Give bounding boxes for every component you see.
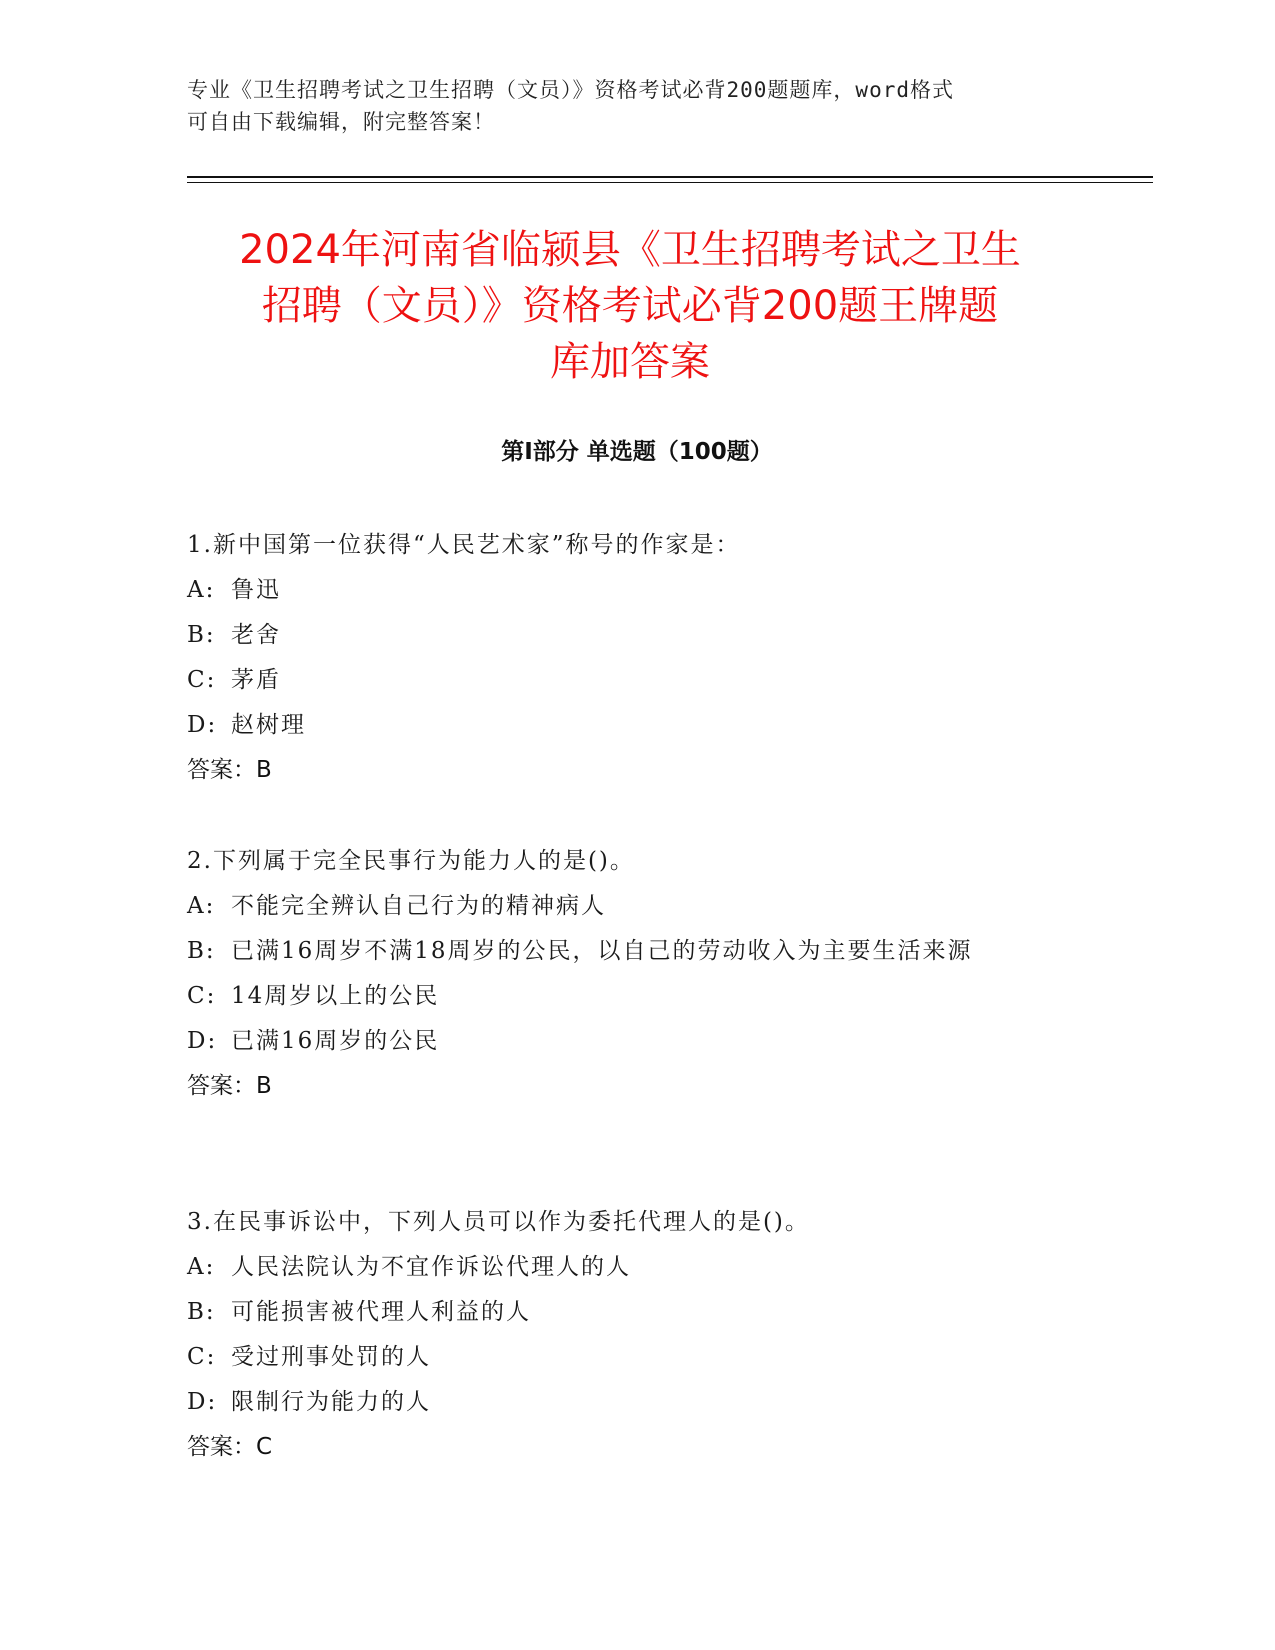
option-text: 茅盾 xyxy=(231,667,281,693)
option-text: 限制行为能力的人 xyxy=(231,1389,431,1415)
option-d xyxy=(187,703,1067,748)
option-text: 受过刑事处罚的人 xyxy=(231,1344,431,1370)
document-title xyxy=(180,222,1080,390)
header-note-line-2: 可自由下载编辑，附完整答案！ xyxy=(187,110,495,134)
option-c xyxy=(187,974,1067,1019)
option-label: D: xyxy=(187,1389,218,1415)
option-label: D: xyxy=(187,1028,218,1054)
answer-line: 答案：B xyxy=(187,1073,272,1099)
question-1 xyxy=(187,523,1067,793)
answer-line: 答案：C xyxy=(187,1434,273,1460)
option-text: 人民法院认为不宜作诉讼代理人的人 xyxy=(231,1254,631,1280)
header-note xyxy=(187,74,1067,138)
question-2 xyxy=(187,839,1067,1109)
option-text: 鲁迅 xyxy=(231,577,281,603)
section-title: 第Ⅰ部分 单选题（100题） xyxy=(501,439,773,465)
option-c xyxy=(187,658,1067,703)
option-a xyxy=(187,568,1067,613)
option-text: 可能损害被代理人利益的人 xyxy=(231,1299,531,1325)
option-c xyxy=(187,1335,1067,1380)
option-label: C: xyxy=(187,667,217,693)
option-text: 已满16周岁不满18周岁的公民，以自己的劳动收入为主要生活来源 xyxy=(231,938,973,964)
option-b xyxy=(187,929,1067,974)
option-b xyxy=(187,1290,1067,1335)
option-text: 不能完全辨认自己行为的精神病人 xyxy=(231,893,606,919)
title-line-3: 库加答案 xyxy=(550,339,710,385)
header-note-line-1: 专业《卫生招聘考试之卫生招聘（文员）》资格考试必背200题题库，word格式 xyxy=(187,78,954,102)
option-text: 已满16周岁的公民 xyxy=(231,1028,440,1054)
option-a xyxy=(187,1245,1067,1290)
option-label: C: xyxy=(187,983,217,1009)
title-line-1: 2024年河南省临颍县《卫生招聘考试之卫生 xyxy=(239,227,1021,273)
question-stem: 1.新中国第一位获得“人民艺术家”称号的作家是： xyxy=(187,532,741,558)
option-label: A: xyxy=(187,577,216,603)
option-label: B: xyxy=(187,938,216,964)
option-label: D: xyxy=(187,712,218,738)
option-label: A: xyxy=(187,893,216,919)
option-label: C: xyxy=(187,1344,217,1370)
option-a xyxy=(187,884,1067,929)
question-stem: 3.在民事诉讼中，下列人员可以作为委托代理人的是()。 xyxy=(187,1209,810,1235)
option-b xyxy=(187,613,1067,658)
option-text: 赵树理 xyxy=(231,712,306,738)
option-label: B: xyxy=(187,622,216,648)
option-d xyxy=(187,1380,1067,1425)
question-stem: 2.下列属于完全民事行为能力人的是()。 xyxy=(187,848,635,874)
option-label: A: xyxy=(187,1254,216,1280)
header-rule-thin xyxy=(187,182,1153,183)
option-text: 老舍 xyxy=(231,622,281,648)
option-d xyxy=(187,1019,1067,1064)
title-line-2: 招聘（文员）》资格考试必背200题王牌题 xyxy=(261,283,999,329)
option-text: 14周岁以上的公民 xyxy=(231,983,440,1009)
answer-line: 答案：B xyxy=(187,757,272,783)
header-rule-thick xyxy=(187,176,1153,178)
option-label: B: xyxy=(187,1299,216,1325)
question-3 xyxy=(187,1200,1067,1470)
